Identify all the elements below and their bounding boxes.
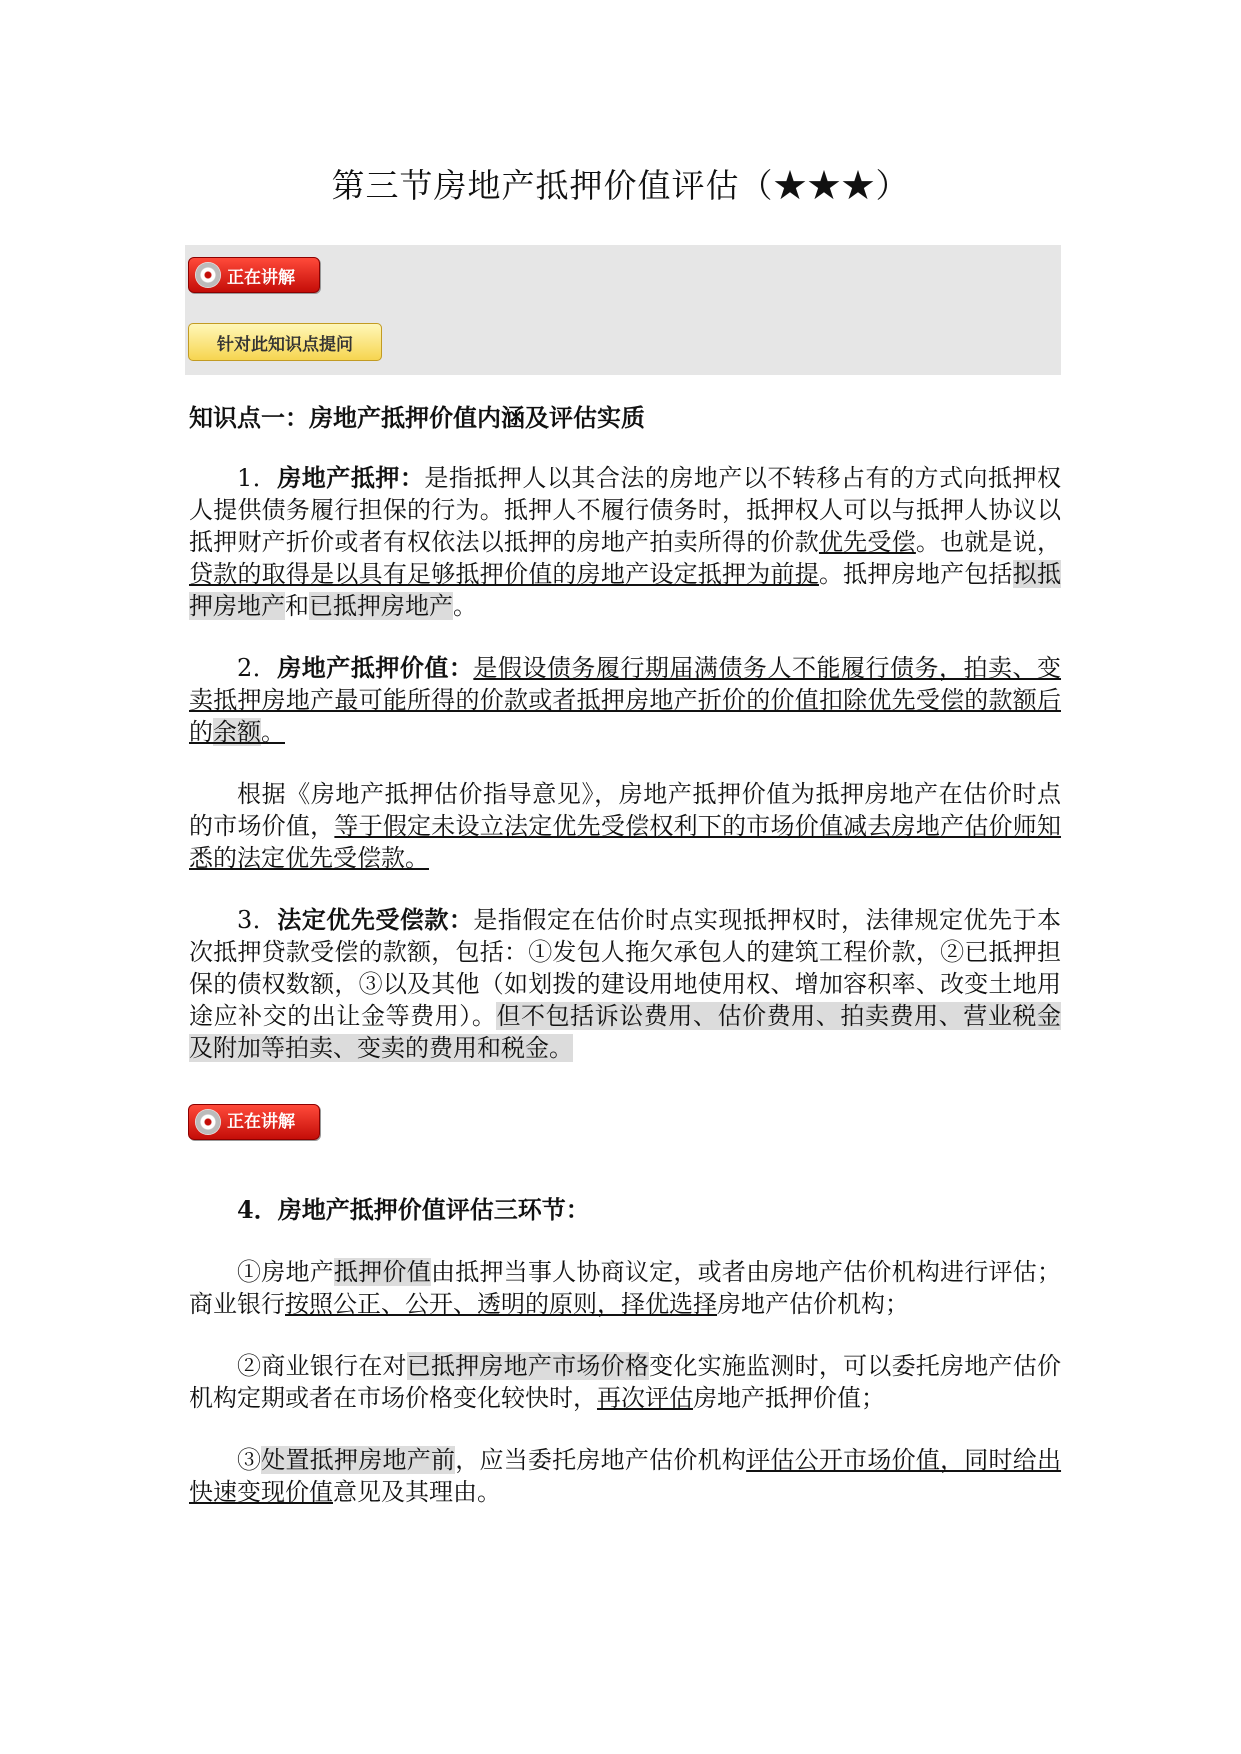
text: 。抵押房地产包括 (818, 560, 1013, 588)
disc-icon (195, 262, 221, 288)
text: 由抵押当事人协商议定，或者由房地产估价机构进行评估；商业银行 (189, 1258, 1062, 1318)
underlined-text: 。 (261, 718, 285, 746)
highlighted-text: 处置抵押房地产前 (261, 1446, 456, 1474)
live-button-row (189, 1104, 1061, 1164)
paragraph-step-2 (189, 1350, 1061, 1414)
underlined-text: 按照公正、公开、透明的原则，择优选择 (285, 1290, 717, 1318)
disc-icon (195, 1109, 221, 1135)
term: 法定优先受偿款： (277, 905, 474, 934)
underlined-text: 贷款的取得是以具有足够抵押价值的房地产设定抵押为前提 (189, 560, 819, 588)
text: 房地产抵押价值； (693, 1384, 885, 1412)
paragraph-step-3 (189, 1444, 1061, 1508)
text: ②商业银行在对 (237, 1352, 407, 1380)
highlighted-text: 已抵押房地产市场价格 (406, 1352, 650, 1380)
paragraph-step-1 (189, 1256, 1061, 1320)
underlined-text: 等于假定未设立法定优先受偿权利下的市场价值减去房地产估价师知悉的法定优先受偿款。 (189, 812, 1062, 872)
term: 房地产抵押： (277, 463, 425, 492)
paragraph-priority-payment (189, 904, 1061, 1064)
text: 根据《房地产抵押估价指导意见》，房地产抵押价值为抵押房地产在估价时点的市场价值， (189, 780, 1061, 840)
text: 是指假定在估价时点实现抵押权时，法律规定优先于本次抵押贷款受偿的款额，包括：①发包人拖欠承包人的建筑工程价款，②已抵押担保的债权数额，③以及其他（如划拨的建设用地使用权、增加容积率、改变土地用途应补交的出让金等费用）。 (189, 906, 1062, 1030)
highlighted-text: 拟抵押房地产 (189, 560, 1062, 620)
term: 房地产抵押价值： (277, 653, 474, 682)
now-explaining-button-2[interactable] (188, 1104, 320, 1140)
paragraph-guidance (189, 778, 1061, 874)
section-heading: 知识点一：房地产抵押价值内涵及评估实质 (189, 403, 645, 432)
now-explaining-button[interactable] (188, 257, 320, 293)
page-title: 第三节房地产抵押价值评估（★★★） (331, 166, 910, 205)
text: ，应当委托房地产估价机构 (455, 1446, 747, 1474)
now-explaining-label: 正在讲解 (227, 1112, 295, 1132)
item-number: 2． (237, 654, 278, 682)
text: 。也就是说， (915, 528, 1062, 556)
now-explaining-label: 正在讲解 (227, 267, 295, 288)
underlined-text: 优先受偿 (818, 528, 916, 556)
text: 是指抵押人以其合法的房地产以不转移占有的方式向抵押权人提供债务履行担保的行为。抵押人不履行债务时，抵押权人可以与抵押人协议以抵押财产折价或者有权依法以抵押的房地产拍卖所得的价款 (189, 464, 1062, 556)
underlined-text: 评估公开市场价值，同时给出快速变现价值 (189, 1446, 1062, 1506)
text: 意见及其理由。 (333, 1478, 501, 1506)
text: ③ (237, 1446, 262, 1474)
paragraph-mortgage-value (189, 652, 1061, 748)
text: 。 (453, 592, 477, 620)
ask-question-label: 针对此知识点提问 (217, 334, 353, 355)
ask-question-button[interactable] (188, 323, 382, 361)
item-number: 1． (237, 464, 278, 492)
item-number: 3． (237, 906, 278, 934)
underlined-text: 是假设债务履行期届满债务人不能履行债务，拍卖、变卖抵押房地产最可能所得的价款或者抵押房地产折价的价值扣除优先受偿的款额后的 (189, 654, 1062, 746)
text: 和 (285, 592, 309, 620)
text: ①房地产 (237, 1258, 334, 1286)
highlighted-text: 余额 (213, 718, 261, 746)
subsection-heading: 4．房地产抵押价值评估三环节： (237, 1195, 590, 1224)
underlined-text: 再次评估 (597, 1384, 693, 1412)
highlighted-text: 抵押价值 (333, 1258, 431, 1286)
paragraph-mortgage (189, 462, 1061, 622)
article-body (189, 402, 1061, 1538)
text: 变化实施监测时，可以委托房地产估价机构定期或者在市场价格变化较快时， (189, 1352, 1062, 1412)
highlighted-text: 已抵押房地产 (309, 592, 453, 620)
text: 房地产估价机构； (717, 1290, 909, 1318)
highlighted-text: 但不包括诉讼费用、估价费用、拍卖费用、营业税金及附加等拍卖、变卖的费用和税金。 (189, 1002, 1062, 1062)
